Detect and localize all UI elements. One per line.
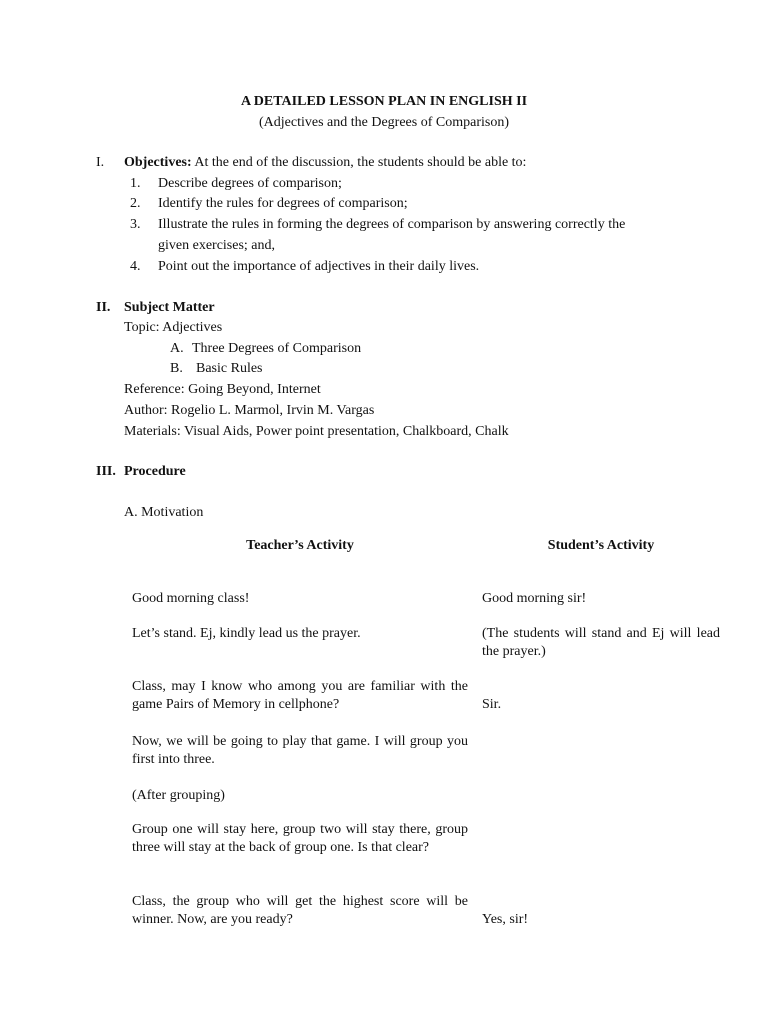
objective-item: Illustrate the rules in forming the degrees of comparison by answering correctly the	[158, 217, 626, 232]
objectives-intro: At the end of the discussion, the students should be able to:	[191, 155, 527, 170]
subject-materials: Materials: Visual Aids, Power point presentation, Chalkboard, Chalk	[124, 424, 509, 439]
student-activity-header: Student’s Activity	[547, 538, 655, 553]
section-numeral-objectives: I.	[96, 155, 105, 170]
document-title: A DETAILED LESSON PLAN IN ENGLISH II	[240, 94, 528, 109]
objectives-heading: Objectives:	[124, 155, 192, 170]
teacher-line: (After grouping)	[132, 788, 225, 803]
document-subtitle: (Adjectives and the Degrees of Comparison)	[259, 115, 509, 130]
section-numeral-subject-matter: II.	[96, 300, 111, 315]
objective-item: Point out the importance of adjectives in their daily lives.	[158, 259, 480, 274]
subject-author: Author: Rogelio L. Marmol, Irvin M. Vargas	[124, 403, 375, 418]
objective-number: 4.	[130, 259, 141, 274]
student-line: Good morning sir!	[482, 591, 587, 606]
teacher-line: Group one will stay here, group two will stay there, group three will stay at the back of group one. Is that clear?	[132, 822, 468, 855]
procedure-heading: Procedure	[124, 464, 186, 479]
teacher-activity-header: Teacher’s Activity	[246, 538, 354, 553]
subject-reference: Reference: Going Beyond, Internet	[124, 382, 321, 397]
objective-number: 3.	[130, 217, 141, 232]
teacher-line: Class, the group who will get the highest score will be winner. Now, are you ready?	[132, 894, 468, 927]
student-line: Yes, sir!	[482, 912, 529, 927]
objective-item-continuation: given exercises; and,	[158, 238, 276, 253]
subject-topic: Topic: Adjectives	[124, 320, 223, 335]
student-line: (The students will stand and Ej will lead the prayer.)	[482, 626, 720, 659]
objective-number: 1.	[130, 176, 141, 191]
teacher-line: Now, we will be going to play that game. I will group you first into three.	[132, 734, 468, 767]
subtopic-item: Basic Rules	[196, 361, 263, 376]
subtopic-item: Three Degrees of Comparison	[192, 341, 362, 356]
subtopic-letter: A.	[170, 341, 184, 356]
student-line: Sir.	[482, 697, 502, 712]
objectives-line	[124, 153, 526, 173]
procedure-section-label: A. Motivation	[124, 505, 204, 520]
teacher-line: Class, may I know who among you are familiar with the game Pairs of Memory in cellphone?	[132, 679, 468, 712]
teacher-line: Good morning class!	[132, 591, 250, 606]
teacher-line: Let’s stand. Ej, kindly lead us the prayer.	[132, 626, 361, 641]
section-numeral-procedure: III.	[96, 464, 116, 479]
objective-number: 2.	[130, 196, 141, 211]
subject-matter-heading: Subject Matter	[124, 300, 215, 315]
subtopic-letter: B.	[170, 361, 183, 376]
objective-item: Describe degrees of comparison;	[158, 176, 342, 191]
objective-item: Identify the rules for degrees of comparison;	[158, 196, 408, 211]
